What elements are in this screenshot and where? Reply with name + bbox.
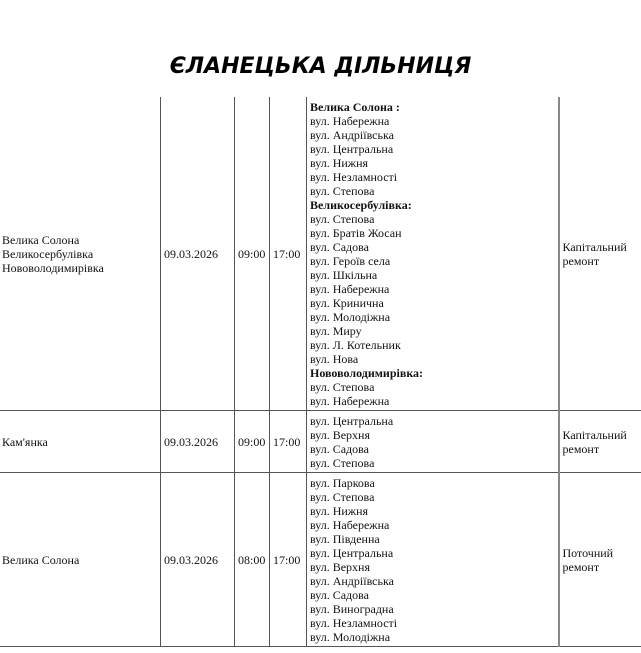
streets-cell	[307, 473, 559, 647]
street-name: вул. Центральна	[310, 546, 394, 560]
street-name: вул. Андріївська	[310, 128, 394, 142]
street-name: вул. Степова	[310, 456, 375, 470]
date-cell: 09.03.2026	[161, 97, 235, 411]
locality-name: Велика Солона	[2, 552, 80, 567]
street-name: вул. Нижня	[310, 504, 369, 518]
street-name: вул. Верхня	[310, 560, 370, 574]
locality-heading: Нововолодимирівка:	[310, 366, 424, 380]
work-type-cell	[559, 473, 641, 647]
street-name: вул. Незламності	[310, 170, 398, 184]
work-type-text: Капітальний	[562, 239, 627, 254]
street-name: вул. Степова	[310, 490, 375, 504]
street-name: вул. Героїв села	[310, 254, 391, 268]
street-name: вул. Андріївська	[310, 574, 394, 588]
work-type-text: ремонт	[562, 559, 600, 574]
localities-cell	[0, 473, 161, 647]
localities-cell	[0, 97, 161, 411]
start-time-cell: 09:00	[235, 411, 270, 473]
locality-name: Нововолодимирівка	[2, 260, 104, 275]
street-name: вул. Братів Жосан	[310, 226, 402, 240]
street-name: вул. Садова	[310, 588, 369, 602]
street-name: вул. Кринична	[310, 296, 384, 310]
street-name: вул. Центральна	[310, 142, 394, 156]
locality-heading: Велика Солона :	[310, 100, 400, 114]
date-cell: 09.03.2026	[161, 473, 235, 647]
street-name: вул. Садова	[310, 442, 369, 456]
street-name: вул. Степова	[310, 212, 375, 226]
work-type-text: Поточний	[562, 545, 614, 560]
locality-heading: Великосербулівка:	[310, 198, 412, 212]
table-row	[0, 411, 641, 473]
outage-schedule-table	[0, 97, 641, 647]
street-name: вул. Степова	[310, 184, 375, 198]
table-row	[0, 473, 641, 647]
locality-name: Велика Солона	[2, 232, 80, 247]
start-time-cell: 08:00	[235, 473, 270, 647]
page-title: ЄЛАНЕЦЬКА ДІЛЬНИЦЯ	[169, 54, 472, 79]
street-name: вул. Паркова	[310, 476, 375, 490]
work-type-text: ремонт	[562, 253, 600, 268]
end-time-cell: 17:00	[270, 411, 307, 473]
street-name: вул. Набережна	[310, 282, 390, 296]
work-type-cell	[559, 97, 641, 411]
street-name: вул. Нова	[310, 352, 359, 366]
localities-cell	[0, 411, 161, 473]
streets-cell	[307, 411, 559, 473]
street-name: вул. Степова	[310, 380, 375, 394]
street-name: вул. Садова	[310, 240, 369, 254]
street-name: вул. Набережна	[310, 114, 390, 128]
work-type-cell	[559, 411, 641, 473]
end-time-cell: 17:00	[270, 473, 307, 647]
street-name: вул. Південна	[310, 532, 380, 546]
work-type-text: Капітальний	[562, 427, 627, 442]
street-name: вул. Центральна	[310, 414, 394, 428]
work-type-text: ремонт	[562, 441, 600, 456]
street-name: вул. Верхня	[310, 428, 370, 442]
street-name: вул. Набережна	[310, 518, 390, 532]
street-name: вул. Нижня	[310, 156, 369, 170]
locality-name: Великосербулівка	[2, 246, 94, 261]
end-time-cell: 17:00	[270, 97, 307, 411]
street-name: вул. Незламності	[310, 616, 398, 630]
date-cell: 09.03.2026	[161, 411, 235, 473]
street-name: вул. Миру	[310, 324, 362, 338]
locality-name: Кам'янка	[2, 434, 48, 449]
street-name: вул. Шкільна	[310, 268, 378, 282]
streets-cell	[307, 97, 559, 411]
street-name: вул. Набережна	[310, 394, 390, 408]
table-row	[0, 97, 641, 411]
start-time-cell: 09:00	[235, 97, 270, 411]
street-name: вул. Молодіжна	[310, 310, 391, 324]
street-name: вул. Молодіжна	[310, 630, 391, 644]
street-name: вул. Виноградна	[310, 602, 394, 616]
street-name: вул. Л. Котельник	[310, 338, 401, 352]
